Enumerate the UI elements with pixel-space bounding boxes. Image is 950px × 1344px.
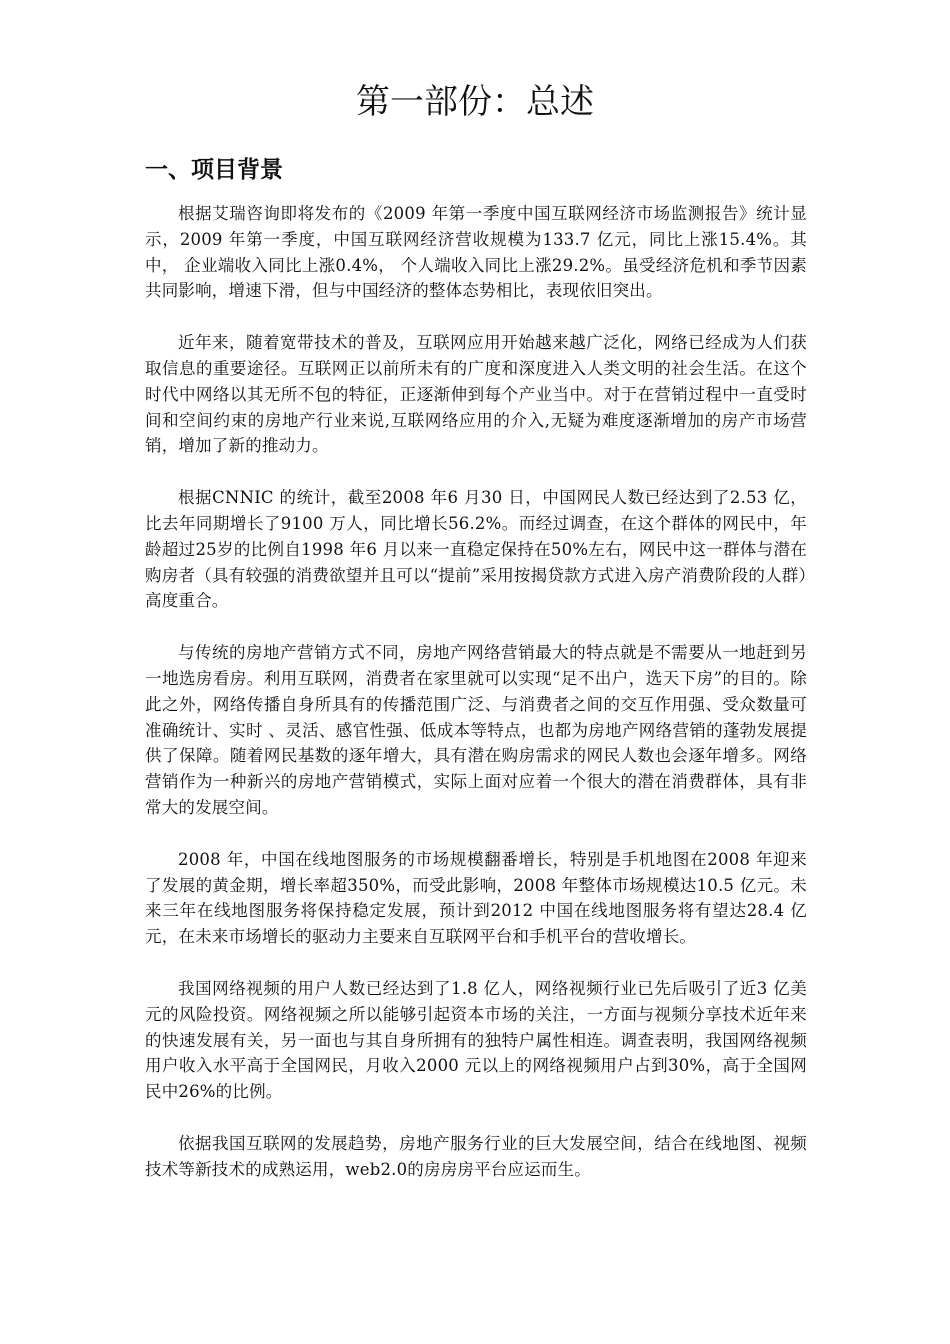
document-title: 第一部份：总述 bbox=[356, 82, 594, 122]
paragraph-2: 近年来，随着宽带技术的普及，互联网应用开始越来越广泛化，网络已经成为人们获取信息的重要途径。互联网正以前所未有的广度和深度进入人类文明的社会生活。在这个时代中网络以其无所不包的特征，正逐渐伸到每个产业当中。对于在营销过程中一直受时间和空间约束的房地产行业来说,互联网络应用的介入,无疑为难度逐渐增加的房产市场营销，增加了新的推动力。 bbox=[145, 333, 807, 456]
paragraph-7: 依据我国互联网的发展趋势，房地产服务行业的巨大发展空间，结合在线地图、视频技术等新技术的成熟运用，web2.0的房房房平台应运而生。 bbox=[145, 1133, 807, 1179]
paragraph-5: 2008 年，中国在线地图服务的市场规模翻番增长，特别是手机地图在2008 年迎来了发展的黄金期，增长率超350%，而受此影响，2008 年整体市场规模达10.5 亿元。未来三年在线地图服务将保持稳定发展，预计到2012 中国在线地图服务将有望达28.4 亿元，在未来市场增长的驱动力主要来自互联网平台和手机平台的营收增长。 bbox=[145, 849, 807, 947]
paragraph-6: 我国网络视频的用户人数已经达到了1.8 亿人，网络视频行业已先后吸引了近3 亿美元的风险投资。网络视频之所以能够引起资本市场的关注，一方面与视频分享技术近年来的快速发展有关，另一面也与其自身所拥有的独特户属性相连。调查表明，我国网络视频用户收入水平高于全国网民，月收入2000 元以上的网络视频用户占到30%，高于全国网民中26%的比例。 bbox=[145, 978, 807, 1102]
paragraph-1: 根据艾瑞咨询即将发布的《2009 年第一季度中国互联网经济市场监测报告》统计显示，2009 年第一季度，中国互联网经济营收规模为133.7 亿元，同比上涨15.4%。其中， 企业端收入同比上涨0.4%， 个人端收入同比上涨29.2%。虽受经济危机和季节因素共同影响，增速下滑，但与中国经济的整体态势相比，表现依旧突出。 bbox=[145, 204, 807, 301]
section-heading: 一、项目背景 bbox=[145, 157, 283, 183]
body-text bbox=[145, 201, 807, 1209]
paragraph-3: 根据CNNIC 的统计，截至2008 年6 月30 日，中国网民人数已经达到了2.53 亿，比去年同期增长了9100 万人，同比增长56.2%。而经过调查，在这个群体的网民中，年龄超过25岁的比例自1998 年6 月以来一直稳定保持在50%左右，网民中这一群体与潜在购房者（具有较强的消费欲望并且可以“提前”采用按揭贷款方式进入房产消费阶段的人群）高度重合。 bbox=[145, 488, 807, 611]
paragraph-4: 与传统的房地产营销方式不同，房地产网络营销最大的特点就是不需要从一地赶到另一地选房看房。利用互联网，消费者在家里就可以实现“足不出户，选天下房”的目的。除此之外，网络传播自身所具有的传播范围广泛、与消费者之间的交互作用强、受众数量可准确统计、实时 、灵活、感官性强、低成本等特点，也都为房地产网络营销的蓬勃发展提供了保障。随着网民基数的逐年增大，具有潜在购房需求的网民人数也会逐年增多。网络营销作为一种新兴的房地产营销模式，实际上面对应着一个很大的潜在消费群体，具有非常大的发展空间。 bbox=[145, 643, 807, 817]
